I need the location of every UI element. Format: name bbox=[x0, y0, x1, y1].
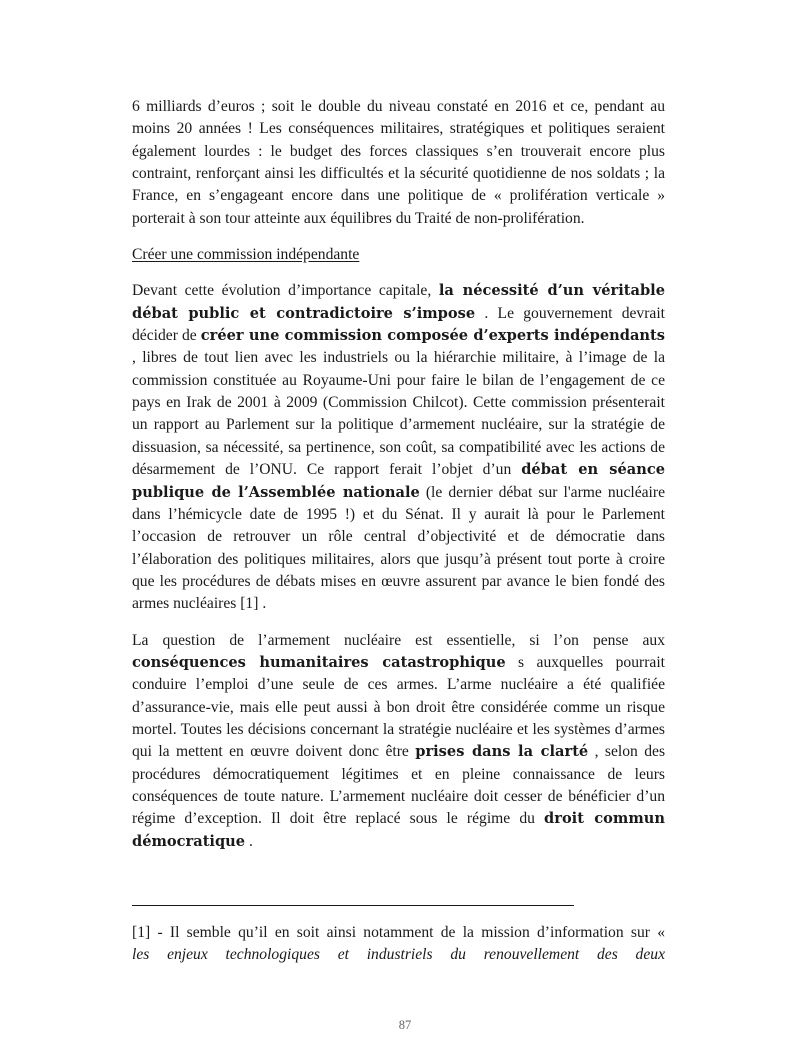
paragraph-independent-commission bbox=[132, 280, 665, 615]
bold-emphasis: la nécessité d’un véritable débat public et contradictoire s’impose bbox=[132, 282, 665, 322]
paragraph-text: . bbox=[245, 832, 253, 850]
footnote-italic-text: les enjeux technologiques et industriels du renouvellement des deux bbox=[132, 946, 665, 964]
footnote-line: [1] - Il semble qu’il en soit ainsi notamment de la mission d’information sur « bbox=[132, 924, 665, 941]
bold-emphasis: prises dans la clarté bbox=[415, 743, 589, 761]
paragraph-cost-consequences bbox=[132, 96, 665, 230]
paragraph-text: , selon des procédures démocratiquement légitimes et en pleine connaissance de leurs conséquences de toute nature. L’armement nucléaire doit cesser de bénéficier d’un régime d’exception. Il doit être replacé sous le régime du bbox=[132, 743, 666, 828]
bold-emphasis: droit commun démocratique bbox=[132, 810, 665, 850]
bold-emphasis: débat en séance publique de l’Assemblée nationale bbox=[132, 461, 666, 501]
paragraph-text: (le dernier débat sur l'arme nucléaire dans l’hémicycle date de 1995 !) et du Sénat. Il y aurait là pour le Parlement l’occasion de retrouver un rôle central d’objectivité et de démocratie dans l’élaboration des politiques militaires, alors que jusqu’à présent tout porte à croire que les procédures de débats mises en œuvre assurent par avance le bien fondé des armes nucléaires [1] . bbox=[132, 483, 666, 613]
footnote-divider bbox=[132, 905, 574, 906]
paragraph-humanitarian-consequences bbox=[132, 630, 665, 853]
paragraph-text: Devant cette évolution d’importance capitale, bbox=[132, 282, 439, 300]
paragraph-text: , libres de tout lien avec les industriels ou la hiérarchie militaire, à l’image de la commission constituée au Royaume-Uni pour faire le bilan de l’engagement de ce pays en Irak de 2001 à 2009 (Commission Chilcot). Cette commission présenterait un rapport au Parlement sur la politique d’armement nucléaire, sur la stratégie de dissuasion, sa nécessité, sa pertinence, son coût, sa compatibilité avec les actions de désarmement de l’ONU. Ce rapport ferait l’objet d’un bbox=[132, 349, 665, 479]
section-heading: Créer une commission indépendante bbox=[132, 246, 360, 264]
bold-emphasis: créer une commission composée d’experts indépendants bbox=[200, 327, 665, 345]
paragraph-text: 6 milliards d’euros ; soit le double du niveau constaté en 2016 et ce, pendant au moins 20 années ! Les conséquences militaires, stratégiques et politiques seraient également lourdes : le budget des forces classiques s’en trouverait encore plus contraint, renforçant ainsi les difficultés et la sécurité quotidienne de nos soldats ; la France, en s’engageant encore dans une politique de « prolifération verticale » porterait à son tour atteinte aux équilibres du Traité de non-prolifération. bbox=[132, 98, 665, 227]
bold-emphasis: conséquences humanitaires catastrophique bbox=[132, 653, 506, 671]
paragraph-text: s auxquelles pourrait conduire l’emploi d’une seule de ces armes. L’arme nucléaire a été qualifiée d’assurance-vie, mais elle peut aussi à bon droit être considérée comme un risque mortel. Toutes les décisions concernant la stratégie nucléaire et les systèmes d’armes qui la mettent en œuvre doivent donc être bbox=[132, 653, 666, 761]
page-number: 87 bbox=[398, 1018, 412, 1032]
paragraph-text: . Le gouvernement devrait décider de bbox=[132, 304, 666, 345]
paragraph-text: La question de l’armement nucléaire est essentielle, si l’on pense aux bbox=[132, 631, 665, 649]
footnote-line-italic bbox=[132, 944, 665, 966]
footnote bbox=[132, 922, 665, 967]
page-body bbox=[132, 96, 665, 853]
